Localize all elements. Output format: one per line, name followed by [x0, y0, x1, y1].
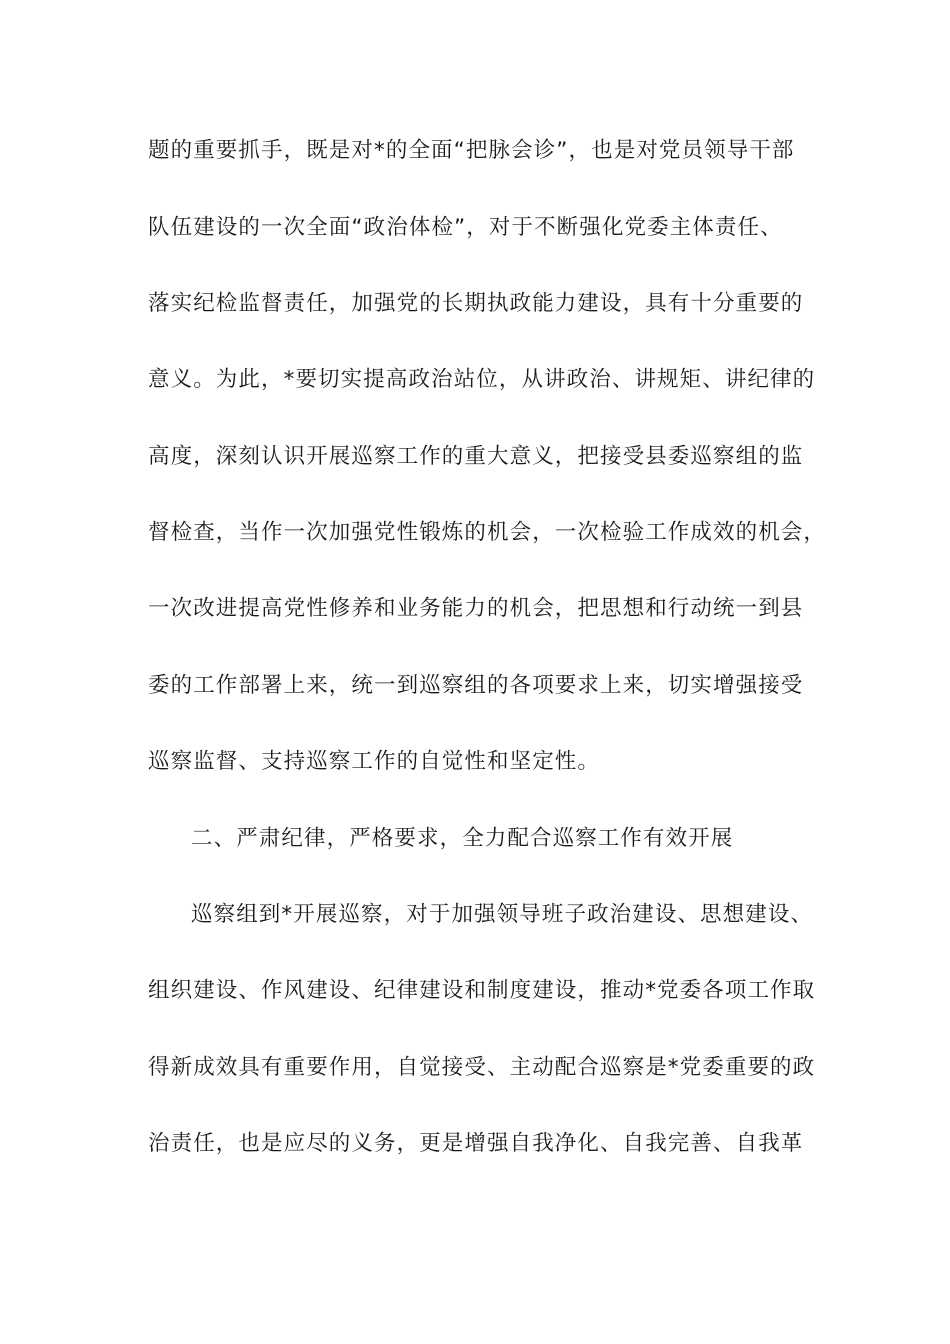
body-text-line: 组织建设、作风建设、纪律建设和制度建设，推动*党委各项工作取: [148, 978, 816, 1003]
section-heading: 二、严肃纪律，严格要求，全力配合巡察工作有效开展: [191, 826, 734, 851]
body-text-line: 巡察监督、支持巡察工作的自觉性和坚定性。: [148, 749, 601, 774]
body-text-line: 意义。为此，*要切实提高政治站位，从讲政治、讲规矩、讲纪律的: [148, 367, 816, 392]
paragraph-first-line: 巡察组到*开展巡察，对于加强领导班子政治建设、思想建设、: [191, 902, 814, 927]
body-text-line: 一次改进提高党性修养和业务能力的机会，把思想和行动统一到县: [148, 596, 804, 621]
body-text-line: 落实纪检监督责任，加强党的长期执政能力建设，具有十分重要的: [148, 291, 804, 316]
body-text-line: 队伍建设的一次全面“政治体检”，对于不断强化党委主体责任、: [148, 215, 783, 240]
body-text-line: 治责任，也是应尽的义务，更是增强自我净化、自我完善、自我革: [148, 1131, 804, 1156]
body-text-line: 题的重要抓手，既是对*的全面“把脉会诊”，也是对党员领导干部: [148, 138, 795, 163]
body-text-line: 委的工作部署上来，统一到巡察组的各项要求上来，切实增强接受: [148, 673, 804, 698]
body-text-line: 督检查，当作一次加强党性锻炼的机会，一次检验工作成效的机会，: [148, 520, 827, 545]
body-text-line: 高度，深刻认识开展巡察工作的重大意义，把接受县委巡察组的监: [148, 444, 804, 469]
body-text-line: 得新成效具有重要作用，自觉接受、主动配合巡察是*党委重要的政: [148, 1055, 816, 1080]
